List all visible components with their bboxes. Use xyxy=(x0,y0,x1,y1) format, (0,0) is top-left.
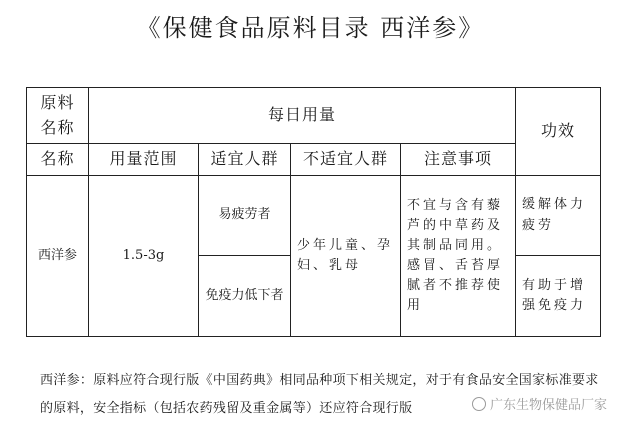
table-subheader-row xyxy=(27,144,601,176)
header-daily-dosage: 每日用量 xyxy=(89,88,516,144)
catalog-table xyxy=(26,87,601,337)
cell-unsuitable: 少年儿童、孕妇、乳母 xyxy=(291,176,401,337)
subheader-precautions: 注意事项 xyxy=(401,144,516,176)
subheader-dosage-range: 用量范围 xyxy=(89,144,199,176)
footnote: 西洋参：原料应符合现行版《中国药典》相同品种项下相关规定，对于有食品安全国家标准要求的原料，安全指标（包括农药残留及重金属等）还应符合现行版 xyxy=(40,373,599,416)
cell-name: 西洋参 xyxy=(27,176,89,337)
cell-dosage-range: 1.5-3g xyxy=(89,176,199,337)
subheader-suitable: 适宜人群 xyxy=(199,144,291,176)
subheader-unsuitable: 不适宜人群 xyxy=(291,144,401,176)
cell-suitable-2: 免疫力低下者 xyxy=(199,256,291,337)
table-header-row xyxy=(27,88,601,144)
subheader-name: 名称 xyxy=(27,144,89,176)
page-title: 《保健食品原料目录 西洋参》 xyxy=(136,14,485,42)
header-raw-material-name xyxy=(27,88,89,144)
header-efficacy: 功效 xyxy=(516,88,601,176)
cell-efficacy-1: 缓解体力疲劳 xyxy=(516,176,601,256)
table-row xyxy=(27,176,601,256)
cell-precautions: 不宜与含有藜芦的中草药及其制品同用。感冒、舌苔厚腻者不推荐使用 xyxy=(401,176,516,337)
watermark-text: 广东生物保健品厂家 xyxy=(489,398,607,413)
cell-efficacy-2: 有助于增强免疫力 xyxy=(516,256,601,337)
watermark-logo-icon xyxy=(472,397,486,411)
watermark xyxy=(472,394,607,413)
cell-suitable-1: 易疲劳者 xyxy=(199,176,291,256)
header-raw-material-name-text: 原料 名称 xyxy=(40,92,75,137)
